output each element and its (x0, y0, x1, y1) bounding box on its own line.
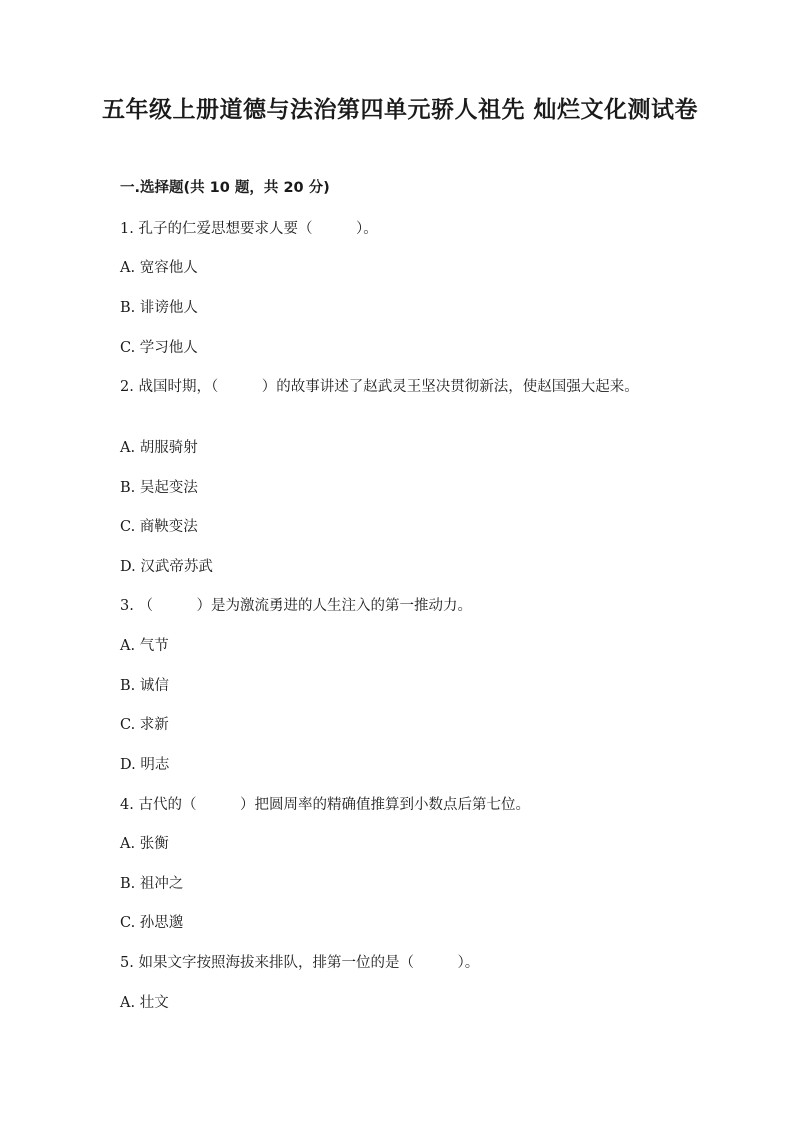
question-1-stem: 1. 孔子的仁爱思想要求人要（ ）。 (120, 221, 378, 237)
question-2-option-c: C. 商鞅变法 (120, 519, 198, 535)
question-3-option-a: A. 气节 (120, 638, 169, 654)
question-4-option-c: C. 孙思邈 (120, 915, 184, 931)
page-title: 五年级上册道德与法治第四单元骄人祖先 灿烂文化测试卷 (101, 97, 698, 123)
question-1-option-b: B. 诽谤他人 (120, 300, 198, 316)
question-2-option-a: A. 胡服骑射 (120, 440, 198, 456)
question-5-stem: 5. 如果文字按照海拔来排队，排第一位的是（ ）。 (120, 955, 480, 971)
question-3-option-d: D. 明志 (120, 757, 170, 773)
section-heading: 一.选择题(共 10 题，共 20 分) (120, 180, 330, 196)
question-3-stem: 3. （ ）是为激流勇进的人生注入的第一推动力。 (120, 598, 472, 614)
question-3-option-c: C. 求新 (120, 717, 169, 733)
question-4-stem: 4. 古代的（ ）把圆周率的精确值推算到小数点后第七位。 (120, 797, 530, 813)
question-1-option-c: C. 学习他人 (120, 340, 198, 356)
question-2-option-d: D. 汉武帝苏武 (120, 559, 213, 575)
question-4-option-b: B. 祖冲之 (120, 876, 184, 892)
question-1-option-a: A. 宽容他人 (120, 260, 198, 276)
question-2-option-b: B. 吴起变法 (120, 480, 198, 496)
question-5-option-a: A. 壮文 (120, 995, 169, 1011)
question-4-option-a: A. 张衡 (120, 836, 169, 852)
question-3-option-b: B. 诚信 (120, 678, 169, 694)
question-2-stem: 2. 战国时期，（ ）的故事讲述了赵武灵王坚决贯彻新法，使赵国强大起来。 (120, 379, 639, 395)
